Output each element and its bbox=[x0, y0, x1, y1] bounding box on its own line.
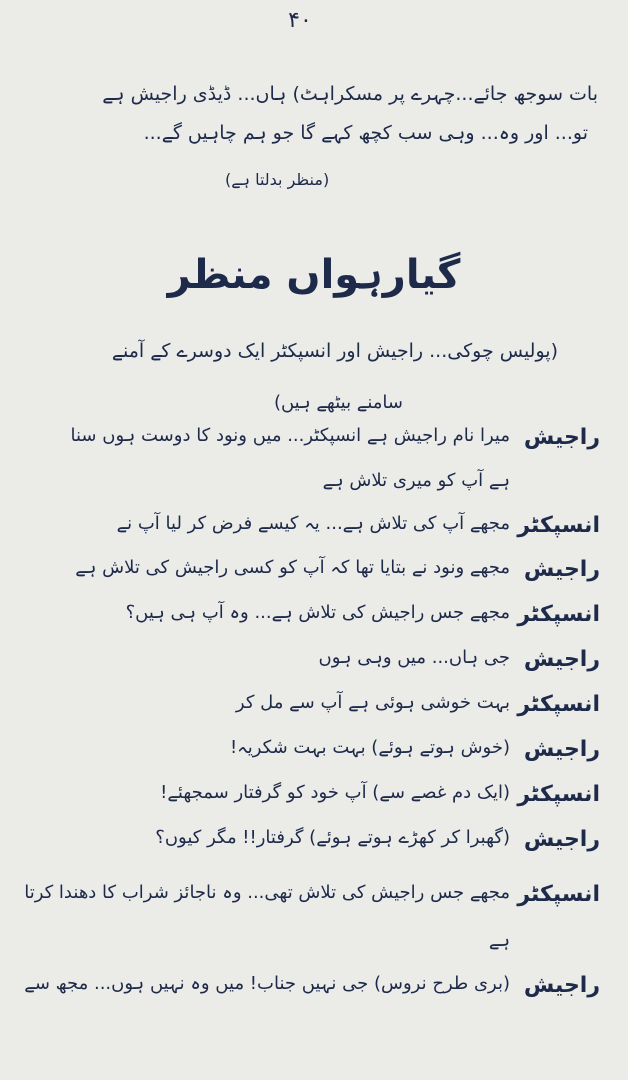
speaker-label: انسپکٹر bbox=[517, 513, 600, 538]
speaker-label: راجیش bbox=[523, 557, 600, 582]
dialogue-row bbox=[0, 737, 628, 777]
speech-text: جی ہاں... میں وہی ہوں bbox=[318, 647, 510, 668]
dialogue-row bbox=[0, 782, 628, 822]
dialogue-row-continuation bbox=[0, 930, 628, 970]
dialogue-row bbox=[0, 602, 628, 642]
dialogue-list bbox=[0, 425, 628, 1045]
speaker-label: راجیش bbox=[523, 425, 600, 450]
speech-text: (ایک دم غصے سے) آپ خود کو گرفتار سمجھئے! bbox=[160, 782, 510, 803]
speech-text: میرا نام راجیش ہے انسپکٹر... میں ونود کا دوست ہوں سنا bbox=[70, 425, 510, 446]
dialogue-row-continuation bbox=[0, 470, 628, 510]
speech-text: (خوش ہوتے ہوئے) بہت بہت شکریہ! bbox=[229, 737, 510, 758]
intro-line-1: بات سوجھ جائے...چہرے پر مسکراہٹ) ہاں... ڈیڈی راجیش ہے bbox=[102, 83, 598, 105]
setting-line-2: سامنے بیٹھے ہیں) bbox=[273, 392, 403, 413]
speaker-label: انسپکٹر bbox=[517, 692, 600, 717]
scene-title: گیارہواں منظر bbox=[167, 252, 461, 298]
speech-text: (گھبرا کر کھڑے ہوتے ہوئے) گرفتار!! مگر کیوں؟ bbox=[155, 827, 510, 848]
setting-line-1: (پولیس چوکی... راجیش اور انسپکٹر ایک دوسرے کے آمنے bbox=[111, 340, 558, 362]
dialogue-row bbox=[0, 557, 628, 597]
speech-continuation: ہے آپ کو میری تلاش ہے bbox=[322, 470, 510, 491]
speaker-label: انسپکٹر bbox=[517, 882, 600, 907]
speaker-label: راجیش bbox=[523, 737, 600, 762]
dialogue-row bbox=[0, 647, 628, 687]
dialogue-row bbox=[0, 882, 628, 922]
speech-text: بہت خوشی ہوئی ہے آپ سے مل کر bbox=[235, 692, 510, 713]
speech-text: مجھے آپ کی تلاش ہے... یہ کیسے فرض کر لیا آپ نے bbox=[116, 513, 510, 534]
speech-text: مجھے جس راجیش کی تلاش تھی... وہ ناجائز شراب کا دھندا کرتا bbox=[24, 882, 510, 903]
speech-text: مجھے ونود نے بتایا تھا کہ آپ کو کسی راجیش کی تلاش ہے bbox=[75, 557, 510, 578]
speech-continuation: ہے bbox=[488, 930, 510, 951]
dialogue-row bbox=[0, 973, 628, 1013]
dialogue-row bbox=[0, 692, 628, 732]
speaker-label: راجیش bbox=[523, 647, 600, 672]
dialogue-row bbox=[0, 425, 628, 465]
speech-text: (بری طرح نروس) جی نہیں جناب! میں وہ نہیں ہوں... مجھ سے bbox=[24, 973, 510, 994]
page-number: ۴۰ bbox=[288, 8, 312, 33]
speech-text: مجھے جس راجیش کی تلاش ہے... وہ آپ ہی ہیں؟ bbox=[125, 602, 510, 623]
stage-direction: (منظر بدلتا ہے) bbox=[225, 170, 330, 189]
speaker-label: راجیش bbox=[523, 827, 600, 852]
speaker-label: انسپکٹر bbox=[517, 602, 600, 627]
intro-line-2: تو... اور وہ... وہی سب کچھ کہے گا جو ہم چاہیں گے... bbox=[143, 122, 588, 144]
speaker-label: راجیش bbox=[523, 973, 600, 998]
dialogue-row bbox=[0, 513, 628, 553]
dialogue-row bbox=[0, 827, 628, 867]
speaker-label: انسپکٹر bbox=[517, 782, 600, 807]
